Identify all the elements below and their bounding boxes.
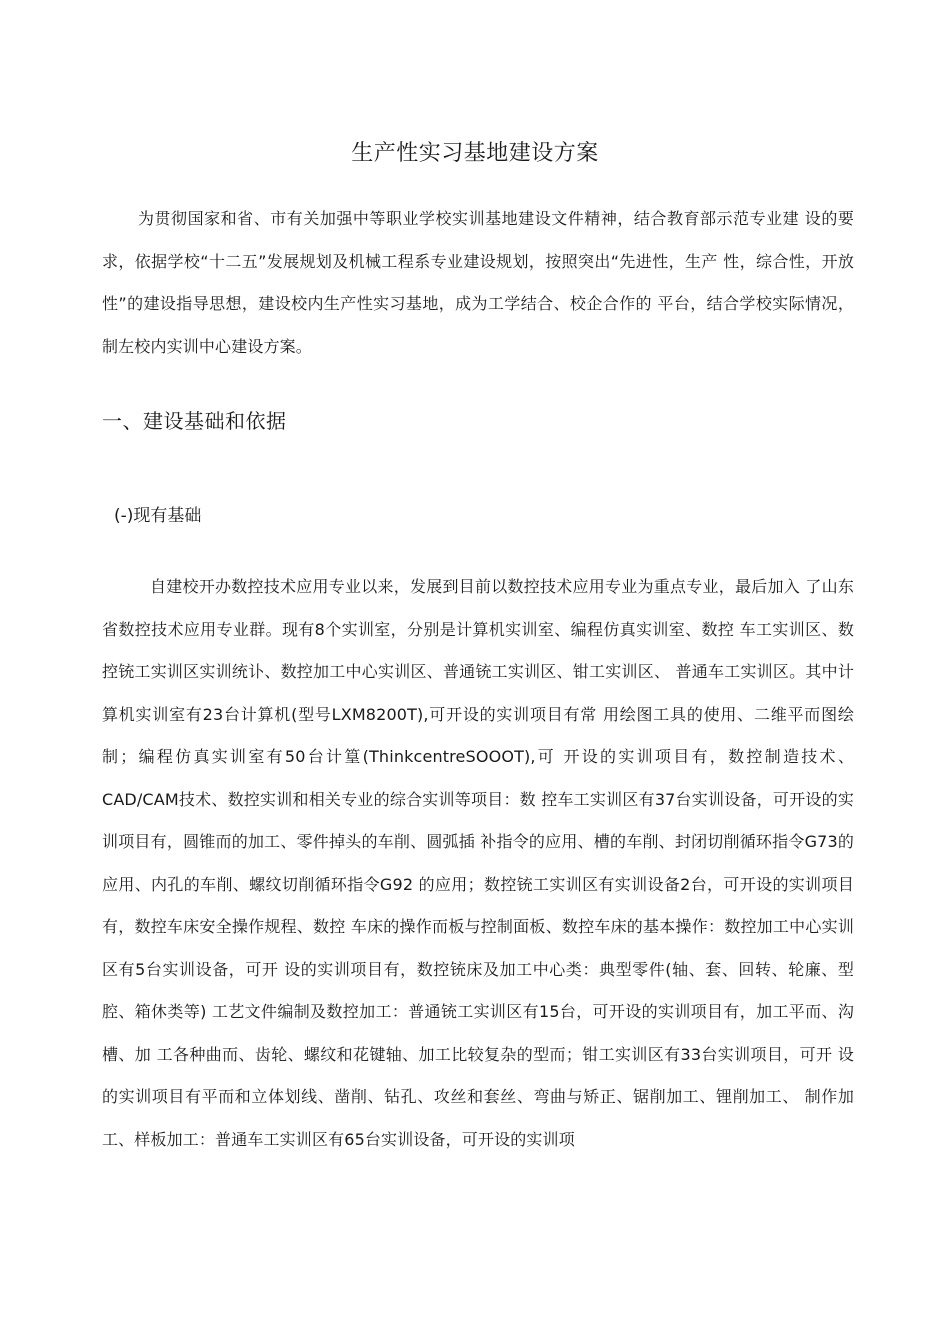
intro-paragraph: 为贯彻国家和省、市有关加强中等职业学校实训基地建设文件精神，结合教育部示范专业建 设的要求，依据学校“十二五”发展规划及机械工程系专业建设规划，按照突出“先进性，生产 性，综合性，开放性”的建设指导思想，建设校内生产性实习基地，成为工学结合、校企合作的 平台，结合学校实际情况，制左校内实训中心建设方案。 [102, 209, 854, 356]
section-heading-construction-basis: 一、建设基础和依据 [102, 409, 287, 433]
document-title: 生产性实习基地建设方案 [351, 141, 599, 166]
existing-foundation-paragraph: 自建校开办数控技术应用专业以来，发展到目前以数控技术应用专业为重点专业，最后加入 了山东省数控技术应用专业群。现有8个实训室，分别是计算机实训室、编程仿真实训室、数控 车工实训区、数控铳工实训区实训统讣、数控加工中心实训区、普通铳工实训区、钳工实训区、 普通车工实训区。其中计算机实训室有23台计算机(型号LXM8200T),可开设的实训项目有常 用绘图工具的使用、二维平而图绘制；编程仿真实训室有50台计篁(ThinkcentreSOOOT),可 开设的实训项目有，数控制造技术、CAD/CAM技术、数控实训和相关专业的综合实训等项目：数 控车工实训区有37台实训设备，可开设的实训项目有，圆锥而的加工、零件掉头的车削、圆弧插 补指令的应用、槽的车削、封闭切削循环指令G73的应用、内孔的车削、螺纹切削循环指令G92 的应用；数控铳工实训区有实训设备2台，可开设的实训项目有，数控车床安全操作规程、数控 车床的操作而板与控制面板、数控车床的基本操作：数控加工中心实训区有5台实训设备，可开 设的实训项目有，数控铳床及加工中心类：典型零件(轴、套、回转、轮廉、型腔、箱休类等) 工艺文件编制及数控加工：普通铳工实训区有15台，可开设的实训项目有，加工平而、沟槽、加 工各种曲而、齿轮、螺纹和花键轴、加工比较复杂的型而；钳工实训区有33台实训项目，可开 设的实训项目有平而和立体划线、凿削、钻孔、攻丝和套丝、弯曲与矫正、锯削加工、锂削加工、 制作加工、样板加工：普通车工实训区有65台实训设备，可开设的实训项 [102, 577, 854, 1149]
subsection-heading-existing-foundation: (-)现有基础 [114, 506, 202, 526]
